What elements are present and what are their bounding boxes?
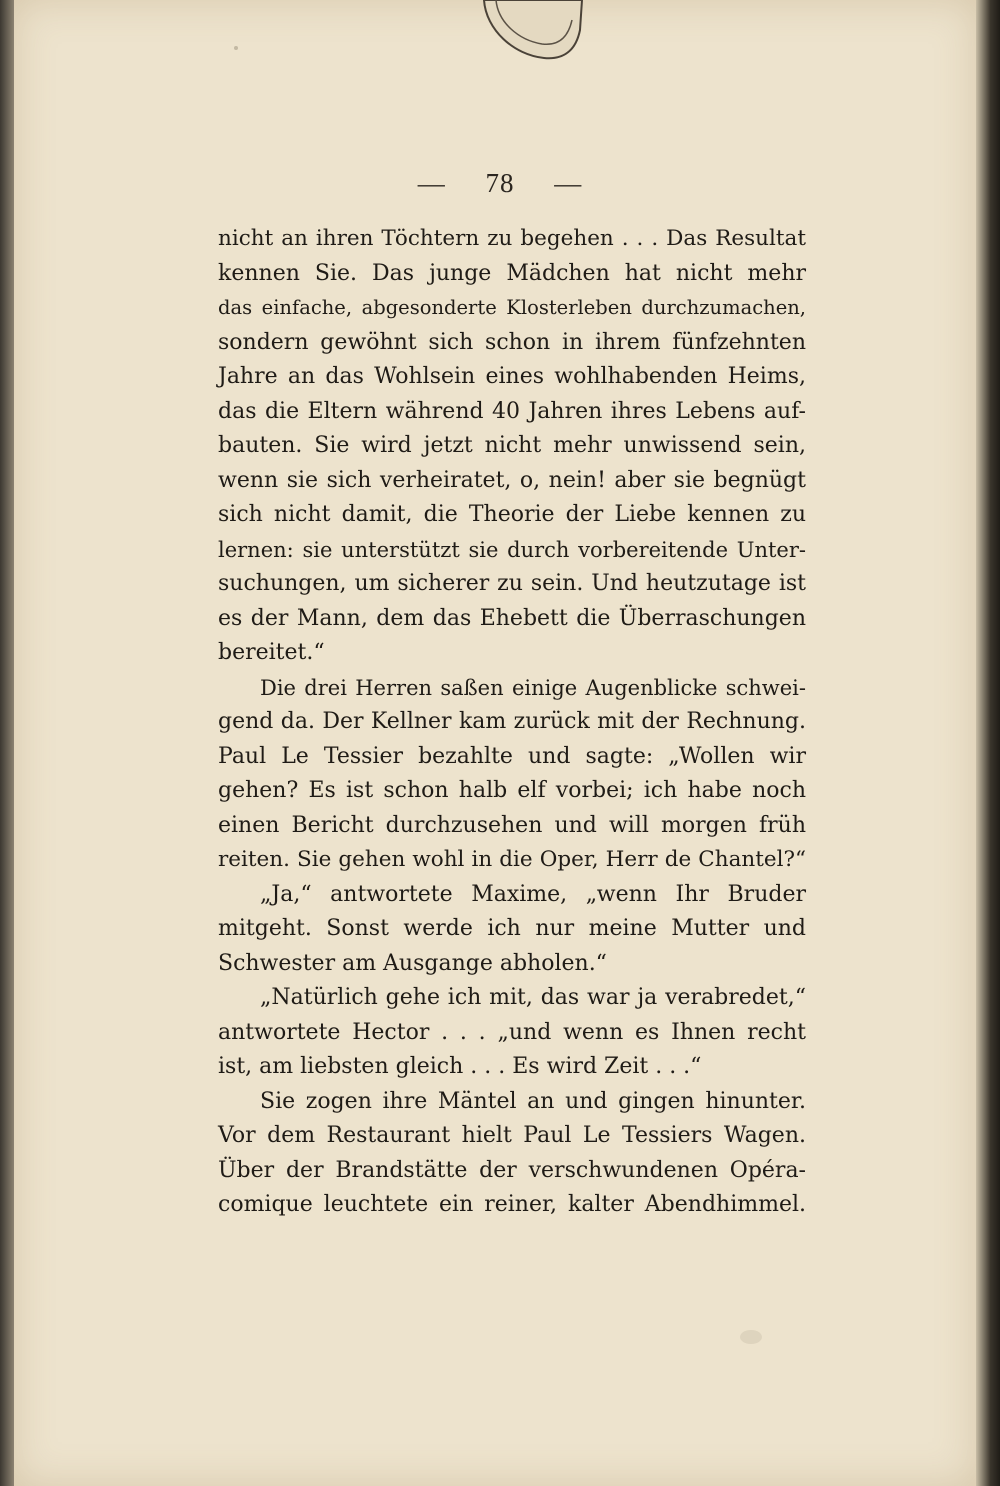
text-line: „Natürlich gehe ich mit, das war ja verabredet,“	[260, 985, 806, 1010]
text-line: comique leuchtete ein reiner, kalter Abendhimmel.	[218, 1192, 806, 1217]
text-line: Paul Le Tessier bezahlte und sagte: „Wollen wir	[218, 743, 806, 769]
text-line: gend da. Der Kellner kam zurück mit der Rechnung.	[218, 709, 806, 734]
text-line: es der Mann, dem das Ehebett die Überraschungen	[218, 605, 806, 631]
text-line: das die Eltern während 40 Jahren ihres Lebens auf-	[218, 398, 806, 424]
text-line: sondern gewöhnt sich schon in ihrem fünfzehnten	[218, 329, 806, 355]
text-line: Sie zogen ihre Mäntel an und gingen hinunter.	[260, 1088, 806, 1114]
text-line: sich nicht damit, die Theorie der Liebe kennen zu	[218, 502, 806, 527]
text-line: nicht an ihren Töchtern zu begehen . . . Das Resultat	[218, 226, 806, 251]
text-line: Schwester am Ausgange abholen.“	[218, 950, 607, 976]
text-line: Über der Brandstätte der verschwundenen Opéra-	[218, 1157, 806, 1183]
text-line: gehen? Es ist schon halb elf vorbei; ich habe noch	[218, 778, 806, 803]
text-line: bauten. Sie wird jetzt nicht mehr unwissend sein,	[218, 433, 806, 458]
body-text	[218, 222, 806, 1223]
text-line: Die drei Herren saßen einige Augenblicke schwei-	[260, 675, 806, 700]
header-dash-right: —	[554, 168, 583, 198]
text-line: antwortete Hector . . . „und wenn es Ihnen recht	[218, 1019, 806, 1045]
text-line: einen Bericht durchzusehen und will morgen früh	[218, 812, 806, 838]
text-line: lernen: sie unterstützt sie durch vorbereitende Unter-	[218, 537, 806, 562]
paper-tear-mark	[474, 0, 586, 62]
text-line: Jahre an das Wohlsein eines wohlhabenden Heims,	[218, 364, 806, 389]
page-edge	[976, 0, 1000, 1486]
text-line: kennen Sie. Das junge Mädchen hat nicht mehr	[218, 260, 806, 286]
text-line: das einfache, abgesonderte Klosterleben durchzumachen,	[218, 296, 806, 319]
paper-speck	[234, 46, 238, 50]
text-line: ist, am liebsten gleich . . . Es wird Zeit . . .“	[218, 1054, 702, 1079]
text-line: mitgeht. Sonst werde ich nur meine Mutter und	[218, 916, 806, 941]
paper-stain	[740, 1330, 762, 1344]
text-line: wenn sie sich verheiratet, o, nein! aber sie begnügt	[218, 467, 806, 493]
page-number: 78	[485, 168, 515, 198]
text-line: reiten. Sie gehen wohl in die Oper, Herr de Chantel?“	[218, 847, 806, 872]
text-line: „Ja,“ antwortete Maxime, „wenn Ihr Bruder	[260, 881, 806, 907]
text-line: Vor dem Restaurant hielt Paul Le Tessiers Wagen.	[218, 1123, 806, 1148]
page-header	[0, 168, 1000, 199]
header-dash-left: —	[417, 168, 446, 198]
text-line: suchungen, um sicherer zu sein. Und heutzutage ist	[218, 571, 806, 596]
text-line: bereitet.“	[218, 640, 325, 665]
book-gutter	[0, 0, 14, 1486]
